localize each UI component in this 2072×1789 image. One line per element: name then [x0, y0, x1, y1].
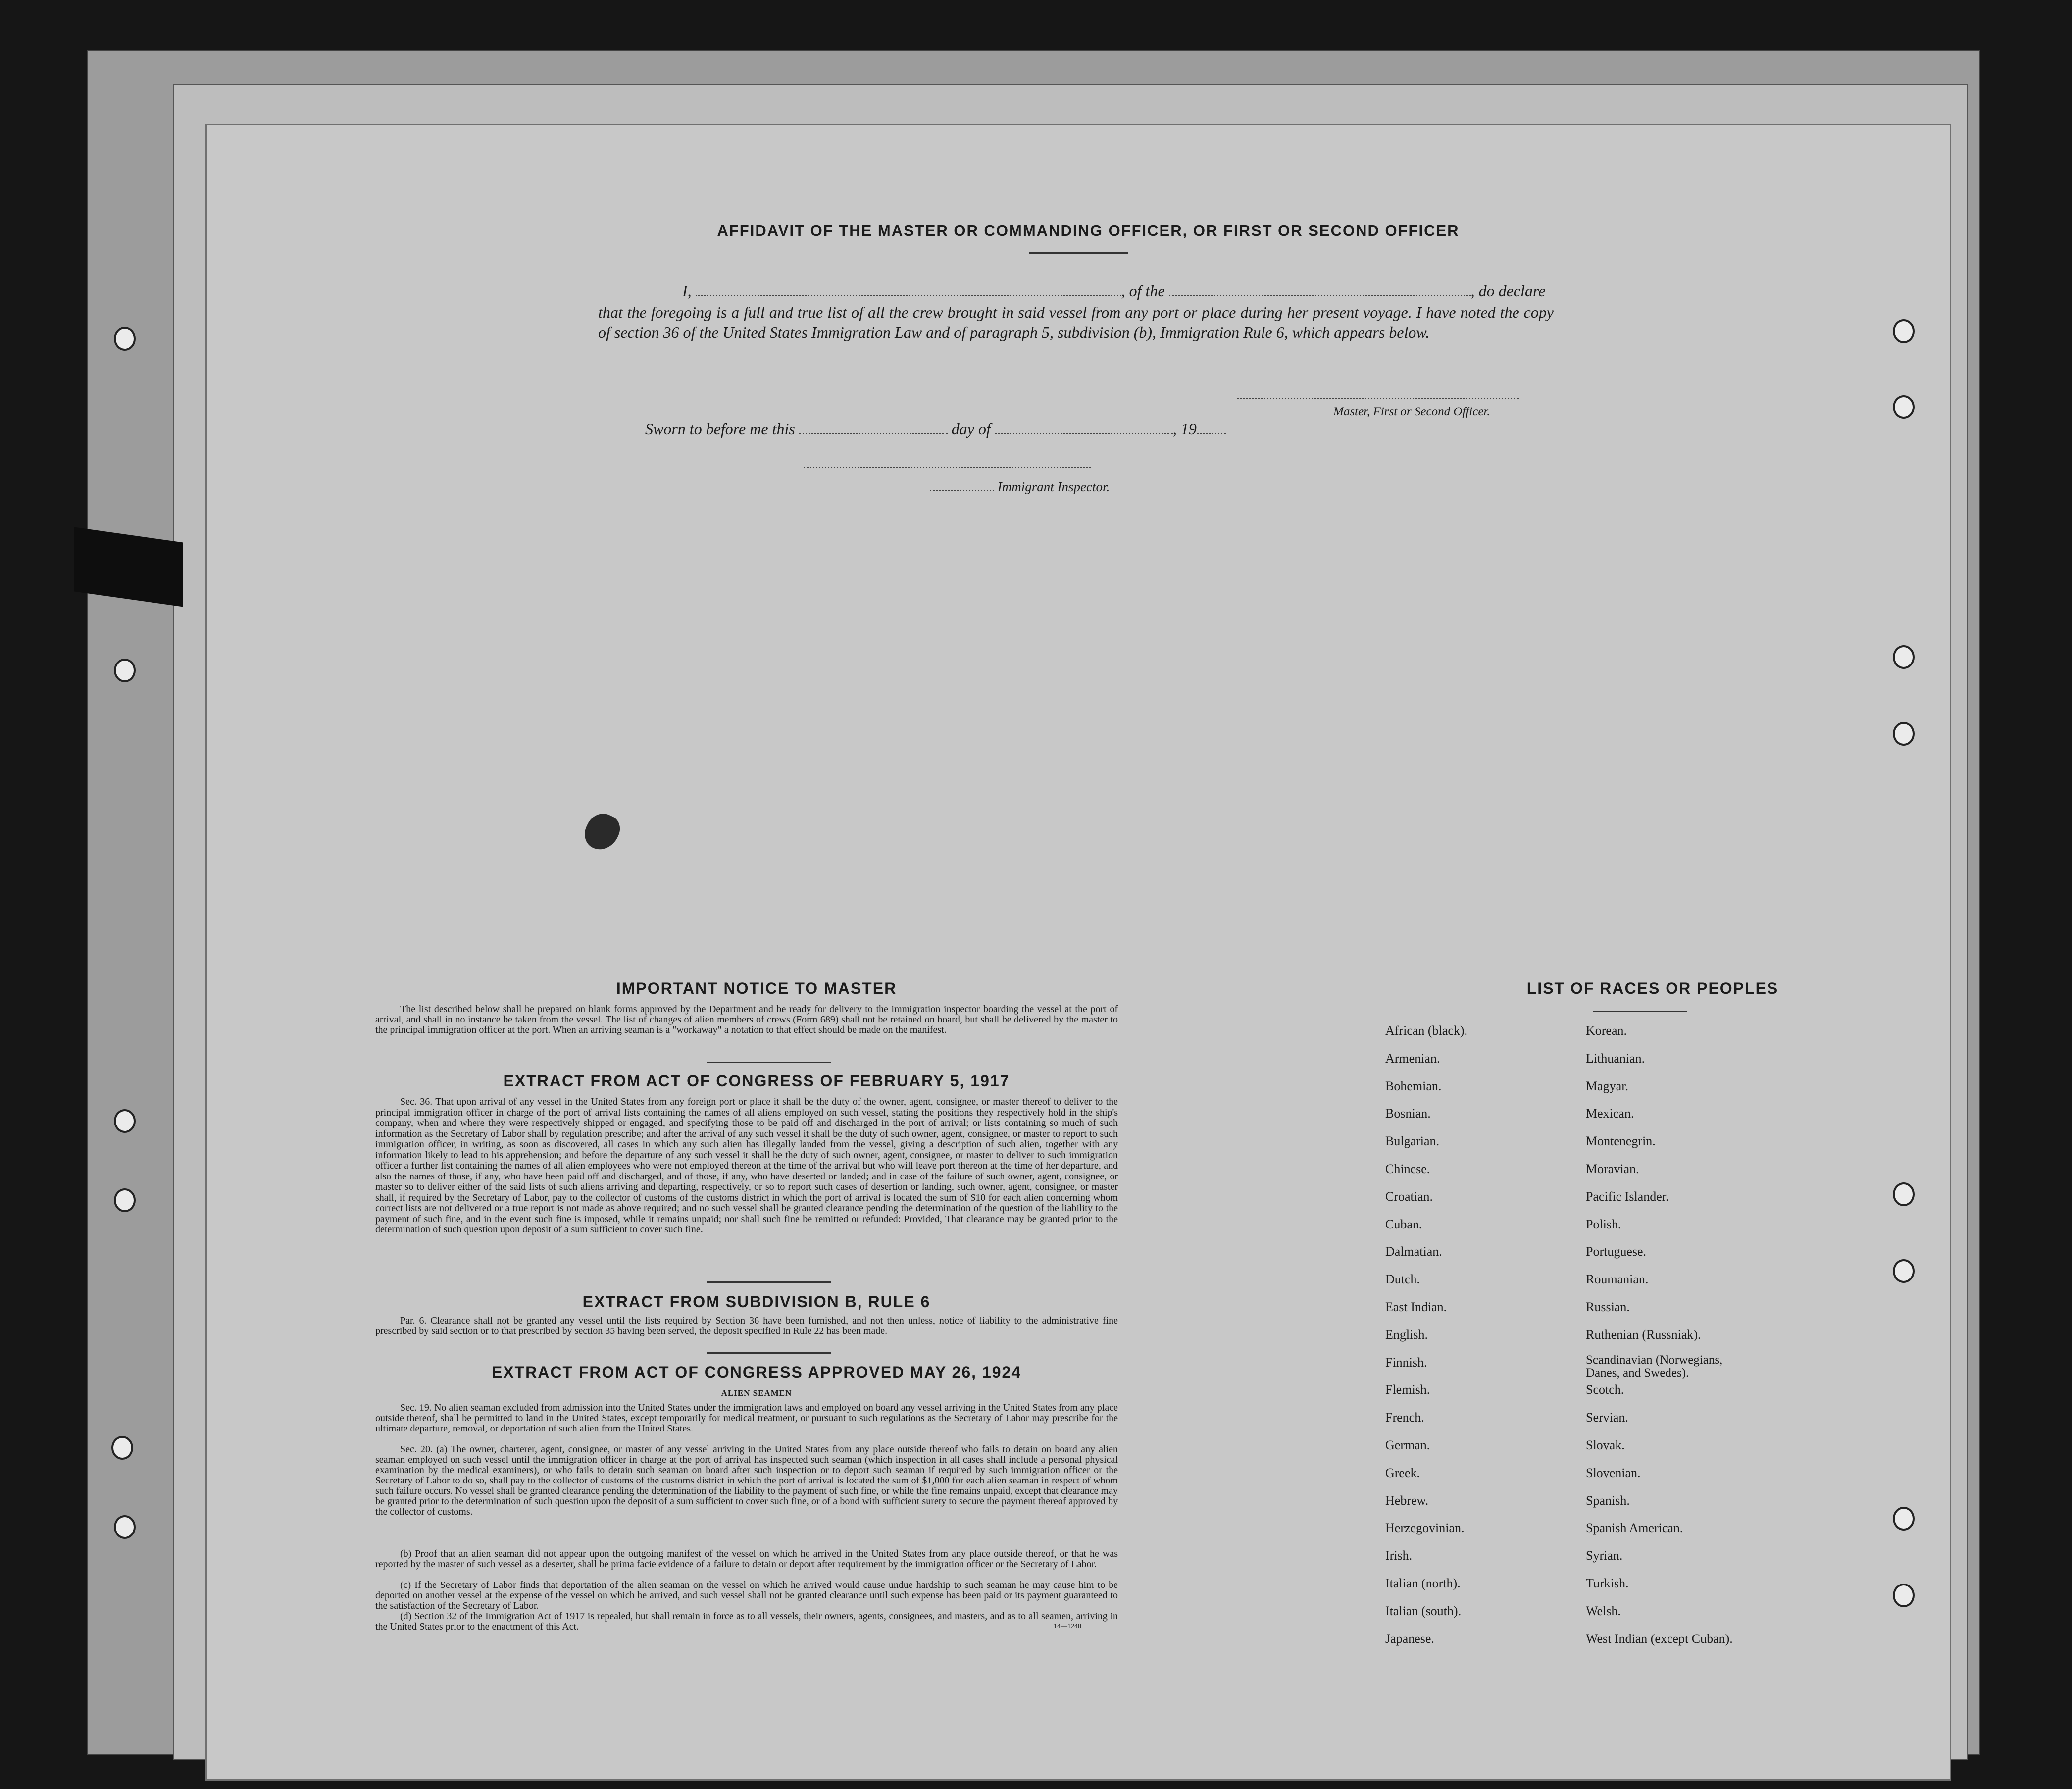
race-item: Italian (north).: [1385, 1576, 1461, 1590]
race-item: Scandinavian (Norwegians, Danes, and Swedes).: [1586, 1353, 1723, 1380]
race-item: Mexican.: [1586, 1106, 1634, 1121]
races-title-rule: [1593, 1011, 1687, 1012]
sworn-line: [645, 420, 1226, 438]
race-item: Magyar.: [1586, 1078, 1628, 1093]
race-item: Dutch.: [1385, 1272, 1420, 1287]
race-item: Bohemian.: [1385, 1078, 1442, 1093]
race-item: Portuguese.: [1586, 1244, 1647, 1259]
extract-1924-sec20b: (b) Proof that an alien seaman did not appear upon the outgoing manifest of the vessel on which he arrived in the United States from any place outside thereof, or that he was reported by the master of such vessel as a deserter, shall be prima facie evidence of a failure to detain or deport after requirement by the immigration officer or the Secretary of Labor.: [375, 1548, 1118, 1570]
binder-hole: [114, 659, 136, 682]
race-item: Armenian.: [1385, 1051, 1440, 1066]
race-item: Dalmatian.: [1385, 1244, 1442, 1259]
sworn-day-of-label: day of: [951, 420, 991, 438]
extract-1924-sec20c: (c) If the Secretary of Labor finds that deportation of the alien seaman on the vessel on which he arrived would cause undue hardship to such seaman he may cause him to be deported on another vessel at the expense of the vessel on which he arrived, and such vessel shall not be granted clearance until such expense has been paid or its payment guaranteed to the satisfaction of the Secretary of Labor.: [375, 1580, 1118, 1611]
binder-hole: [1893, 1259, 1915, 1283]
extract-1917-title: EXTRACT FROM ACT OF CONGRESS OF FEBRUARY 5, 1917: [503, 1072, 1010, 1090]
race-item: East Indian.: [1385, 1300, 1447, 1314]
document-page: [205, 124, 1951, 1781]
affidavit-title: AFFIDAVIT OF THE MASTER OR COMMANDING OFFICER, OR FIRST OR SECOND OFFICER: [717, 222, 1460, 239]
binder-hole: [111, 1436, 133, 1460]
sworn-prefix: Sworn to before me this: [645, 420, 795, 438]
race-item: Greek.: [1385, 1465, 1420, 1480]
sworn-year-blank[interactable]: [1197, 433, 1226, 434]
binder-hole: [1893, 319, 1915, 343]
race-item: Slovenian.: [1586, 1465, 1641, 1480]
binder-hole: [114, 1188, 136, 1212]
notice-title: IMPORTANT NOTICE TO MASTER: [616, 979, 897, 997]
extract-rule6-title: EXTRACT FROM SUBDIVISION B, RULE 6: [582, 1293, 931, 1311]
race-item: French.: [1385, 1410, 1424, 1425]
extract-1924-sec20a: Sec. 20. (a) The owner, charterer, agent, consignee, or master of any vessel arriving in the United States from any place outside thereof who fails to detain on board any alien seaman employed on such vessel until the immigration officer in charge at the port of arrival has inspected such seaman (which inspection in all cases shall include a personal physical examination by the medical examiners), or who fails to detain such seaman on board after such inspection or to deport such seaman if required by such immigration officer or the Secretary of Labor to do so, shall pay to the collector of customs of the customs district in which the port of arrival is located the sum of $1,000 for each alien seaman in respect of whom such failure occurs. No vessel shall be granted clearance pending the determination of the liability to the payment of such fine, or while the fine remains unpaid, except that clearance may be granted prior to the determination of such question upon the deposit of a sum sufficient to cover such fine, or of a bond with sufficient surety to secure the payment thereof approved by the collector of customs.: [375, 1444, 1118, 1517]
race-item: Finnish.: [1385, 1355, 1427, 1370]
race-item: African (black).: [1385, 1023, 1468, 1038]
race-item: Herzegovinian.: [1385, 1521, 1465, 1535]
ink-stain: [579, 809, 624, 856]
binder-hole: [1893, 722, 1915, 746]
binder-hole: [114, 1515, 136, 1539]
race-item: English.: [1385, 1327, 1428, 1342]
race-item: Polish.: [1586, 1217, 1621, 1231]
extract-1924-title: EXTRACT FROM ACT OF CONGRESS APPROVED MAY 26, 1924: [491, 1363, 1022, 1381]
master-signature-line[interactable]: [1237, 398, 1519, 399]
extract-rule6-rule: [707, 1352, 831, 1354]
race-item: Ruthenian (Russniak).: [1586, 1327, 1701, 1342]
race-item: Chinese.: [1385, 1162, 1430, 1176]
race-item: Servian.: [1586, 1410, 1628, 1425]
binder-hole: [1893, 645, 1915, 669]
race-item: Welsh.: [1586, 1603, 1621, 1618]
extract-1917-body: Sec. 36. That upon arrival of any vessel in the United States from any foreign port or place it shall be the duty of the owner, agent, consignee, or master thereof to deliver to the principal immigration officer in charge of the port of arrival lists containing the names of all aliens employed on such vessel, stating the positions they respectively hold in the ship's company, when and where they were respectively shipped or engaged, and specifying those to be paid off and discharged in the port of arrival; or lists containing so much of such information as the Secretary of Labor shall by regulation prescribe; and after the arrival of any such vessel it shall be the duty of such owner, agent, consignee, or master to report to such immigration officer, in writing, as soon as discovered, all cases in which any such alien has illegally landed from the vessel, giving a description of such alien, together with any information likely to lead to his apprehension; and before the departure of any such vessel it shall be the duty of such owner, agent, consignee, or master to deliver to such immigration officer a further list containing the names of all alien employees who were not employed thereon at the time of the arrival but who will leave port thereon at the time of her departure, and also the names of those, if any, who have been paid off and discharged, and of those, if any, who have deserted or landed; and in case of the failure of such owner, agent, consignee, or master so to deliver either of the said lists of such aliens arriving and departing, respectively, or so to report such cases of desertion or landing, such owner, agent, consignee, or master shall, if required by the Secretary of Labor, pay to the collector of customs of the customs district in which the port of arrival is located the sum of $10 for each alien concerning whom correct lists are not delivered or a true report is not made as above required; and no such vessel shall be granted clearance pending the determination of the question of the liability to the payment of such fine, and in the event such fine is imposed, while it remains unpaid; nor shall such fine be remitted or refunded: Provided, That clearance may be granted prior to the determination of such question upon deposit of a sum sufficient to cover such fine.: [375, 1096, 1118, 1235]
race-item: Slovak.: [1586, 1438, 1625, 1452]
declaration-of-the-label: , of the: [1121, 282, 1165, 300]
declarant-name-blank[interactable]: [696, 295, 1121, 296]
binder-hole: [1893, 1182, 1915, 1206]
affidavit-body: that the foregoing is a full and true list of all the crew brought in said vessel from any port or place during her present voyage. I have noted the copy of section 36 of the United States Immigration Law and of paragraph 5, subdivision (b), Immigration Rule 6, which appears below.: [598, 304, 1554, 341]
race-item: Bulgarian.: [1385, 1134, 1440, 1149]
sworn-year-label: , 19: [1172, 420, 1197, 438]
extract-1924-subtitle: ALIEN SEAMEN: [721, 1388, 792, 1398]
inspector-signature-caption-line: [930, 479, 1110, 495]
sworn-month-blank[interactable]: [995, 433, 1173, 434]
race-item: Spanish.: [1586, 1493, 1630, 1508]
race-item: Irish.: [1385, 1548, 1413, 1563]
declaration-declare-label: , do declare: [1470, 282, 1546, 300]
race-item: Russian.: [1586, 1300, 1630, 1314]
inspector-signature-line[interactable]: [804, 467, 1091, 468]
race-item: Flemish.: [1385, 1382, 1430, 1397]
race-item: German.: [1385, 1438, 1430, 1452]
binder-hole: [114, 1109, 136, 1133]
inspector-caption: Immigrant Inspector.: [997, 479, 1110, 494]
race-item: Lithuanian.: [1586, 1051, 1645, 1066]
race-item: Turkish.: [1586, 1576, 1629, 1590]
race-item: West Indian (except Cuban).: [1586, 1631, 1733, 1646]
race-item: Spanish American.: [1586, 1521, 1683, 1535]
race-item: Montenegrin.: [1586, 1134, 1656, 1149]
race-item: Moravian.: [1586, 1162, 1639, 1176]
races-title: LIST OF RACES OR PEOPLES: [1526, 979, 1779, 997]
race-item: Cuban.: [1385, 1217, 1422, 1231]
notice-body: The list described below shall be prepared on blank forms approved by the Department and be ready for delivery to the immigration inspector boarding the vessel at the port of arrival, and shall in no instance be taken from the vessel. The list of changes of alien members of crews (Form 689) shall not be retained on board, but shall be delivered by the master to the principal immigration officer at the port. When an arriving seaman is a "workaway" a notation to that effect should be made on the manifest.: [375, 1004, 1118, 1035]
notice-rule: [707, 1062, 831, 1063]
extract-1924-sec20d: (d) Section 32 of the Immigration Act of 1917 is repealed, but shall remain in force as to all vessels, their owners, agents, consignees, and masters, and as to all seamen, arriving in the United States prior to the enactment of this Act.: [375, 1611, 1118, 1632]
extract-1924-sec19: Sec. 19. No alien seaman excluded from admission into the United States under the immigration laws and employed on board any vessel arriving in the United States from any place outside thereof, shall be permitted to land in the United States, except temporarily for medical treatment, or pursuant to such regulations as the Secretary of Labor may prescribe for the ultimate departure, removal, or deportation of such alien from the United States.: [375, 1402, 1118, 1434]
binder-hole: [1893, 1507, 1915, 1531]
binder-hole: [1893, 395, 1915, 419]
master-signature-caption: Master, First or Second Officer.: [1333, 405, 1490, 418]
sworn-day-blank[interactable]: [799, 433, 948, 434]
race-item: Syrian.: [1586, 1548, 1623, 1563]
race-item: Japanese.: [1385, 1631, 1434, 1646]
race-item: Roumanian.: [1586, 1272, 1649, 1287]
race-item: Croatian.: [1385, 1189, 1433, 1204]
race-item: Pacific Islander.: [1586, 1189, 1669, 1204]
race-item: Italian (south).: [1385, 1603, 1462, 1618]
binder-hole: [114, 327, 136, 351]
vessel-name-blank[interactable]: [1169, 295, 1471, 296]
race-item: Hebrew.: [1385, 1493, 1429, 1508]
race-item: Scotch.: [1586, 1382, 1624, 1397]
form-number: 14—1240: [1054, 1623, 1081, 1630]
declaration-i-label: I,: [682, 282, 692, 300]
race-item: Korean.: [1586, 1023, 1627, 1038]
extract-rule6-body: Par. 6. Clearance shall not be granted any vessel until the lists required by Section 36 have been furnished, and not then unless, notice of liability to the administrative fine prescribed by said section or to that prescribed by section 35 having been served, the deposit specified in Rule 22 has been made.: [375, 1315, 1118, 1336]
binder-hole: [1893, 1584, 1915, 1607]
affidavit-declaration-line: [643, 282, 1546, 300]
race-item: Bosnian.: [1385, 1106, 1431, 1121]
affidavit-title-rule: [1029, 252, 1128, 254]
extract-1917-rule: [707, 1281, 831, 1283]
